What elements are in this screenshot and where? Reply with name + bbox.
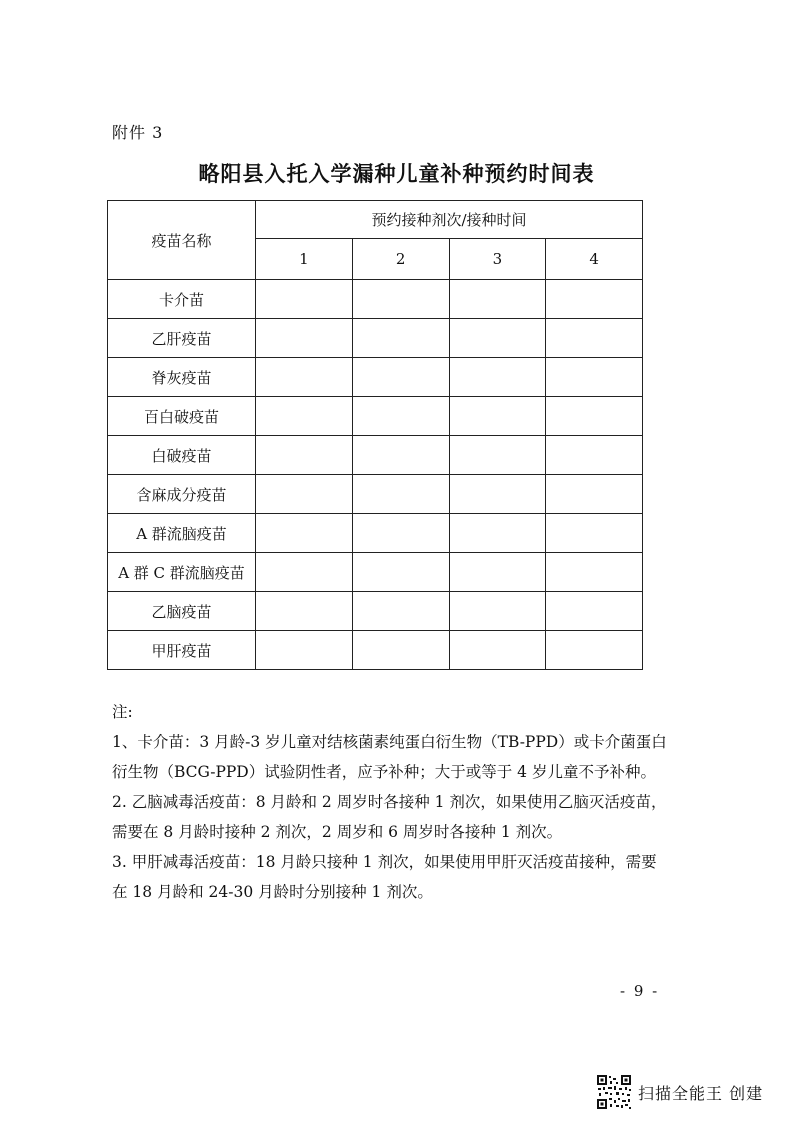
vaccine-name-cell: 卡介苗 — [108, 280, 256, 319]
dose-cell — [352, 475, 449, 514]
scanner-label: 扫描全能王 创建 — [638, 1083, 764, 1103]
dose-cell — [546, 592, 643, 631]
dose-cell — [256, 514, 353, 553]
dose-cell — [352, 592, 449, 631]
vaccine-name-header: 疫苗名称 — [108, 201, 256, 280]
dose-cell — [256, 319, 353, 358]
dose-cell — [352, 436, 449, 475]
dose-header-3: 3 — [449, 239, 546, 280]
notes-section — [112, 697, 672, 907]
vaccine-name-cell: A 群流脑疫苗 — [108, 514, 256, 553]
dose-cell — [546, 631, 643, 670]
page-title: 略阳县入托入学漏种儿童补种预约时间表 — [198, 161, 595, 186]
page-number: - 9 - — [620, 982, 660, 1000]
dose-header-2: 2 — [352, 239, 449, 280]
dose-cell — [546, 358, 643, 397]
table-row — [108, 553, 643, 592]
vaccine-name-cell: 脊灰疫苗 — [108, 358, 256, 397]
dose-cell — [546, 397, 643, 436]
dose-cell — [256, 280, 353, 319]
vaccine-name-cell: 乙肝疫苗 — [108, 319, 256, 358]
dose-cell — [352, 514, 449, 553]
vaccine-name-cell: 百白破疫苗 — [108, 397, 256, 436]
dose-header-4: 4 — [546, 239, 643, 280]
dose-cell — [546, 280, 643, 319]
vaccine-name-cell: 甲肝疫苗 — [108, 631, 256, 670]
table-row — [108, 631, 643, 670]
dose-cell — [546, 553, 643, 592]
vaccine-schedule-table — [107, 200, 643, 670]
vaccine-name-cell: 乙脑疫苗 — [108, 592, 256, 631]
dose-cell — [352, 358, 449, 397]
dose-cell — [449, 592, 546, 631]
dose-cell — [256, 592, 353, 631]
dose-cell — [449, 553, 546, 592]
dose-cell — [256, 358, 353, 397]
vaccine-name-cell: 含麻成分疫苗 — [108, 475, 256, 514]
dose-cell — [256, 553, 353, 592]
table-row — [108, 280, 643, 319]
dose-cell — [546, 436, 643, 475]
dose-cell — [546, 475, 643, 514]
scanner-watermark — [596, 1074, 763, 1110]
dose-cell — [449, 358, 546, 397]
table-header-row — [108, 201, 643, 239]
dose-header-1: 1 — [256, 239, 353, 280]
note-item-1: 1、卡介苗：3 月龄-3 岁儿童对结核菌素纯蛋白衍生物（TB-PPD）或卡介菌蛋白衍生物（BCG-PPD）试验阴性者，应予补种；大于或等于 4 岁儿童不予补种。 — [112, 733, 667, 781]
table-row — [108, 319, 643, 358]
dose-cell — [256, 475, 353, 514]
table-row — [108, 397, 643, 436]
dose-cell — [546, 319, 643, 358]
table-row — [108, 514, 643, 553]
table-row — [108, 592, 643, 631]
table-row — [108, 436, 643, 475]
notes-heading: 注: — [112, 703, 133, 721]
dose-time-header: 预约接种剂次/接种时间 — [256, 201, 643, 239]
dose-cell — [352, 319, 449, 358]
dose-cell — [352, 553, 449, 592]
dose-cell — [449, 475, 546, 514]
vaccine-name-cell: A 群 C 群流脑疫苗 — [108, 553, 256, 592]
vaccine-name-cell: 白破疫苗 — [108, 436, 256, 475]
note-item-2: 2. 乙脑减毒活疫苗：8 月龄和 2 周岁时各接种 1 剂次，如果使用乙脑灭活疫苗，需要在 8 月龄时接种 2 剂次，2 周岁和 6 周岁时各接种 1 剂次。 — [112, 793, 667, 841]
dose-cell — [449, 280, 546, 319]
dose-cell — [352, 631, 449, 670]
dose-cell — [449, 436, 546, 475]
dose-cell — [546, 514, 643, 553]
dose-cell — [352, 397, 449, 436]
dose-cell — [449, 397, 546, 436]
dose-cell — [256, 631, 353, 670]
dose-cell — [256, 397, 353, 436]
table-row — [108, 358, 643, 397]
qr-code-icon — [596, 1074, 632, 1110]
attachment-label: 附件 3 — [112, 123, 164, 142]
table-row — [108, 475, 643, 514]
dose-cell — [256, 436, 353, 475]
dose-cell — [352, 280, 449, 319]
note-item-3: 3. 甲肝减毒活疫苗：18 月龄只接种 1 剂次，如果使用甲肝灭活疫苗接种，需要在 18 月龄和 24-30 月龄时分别接种 1 剂次。 — [112, 853, 657, 901]
dose-cell — [449, 319, 546, 358]
dose-cell — [449, 631, 546, 670]
dose-cell — [449, 514, 546, 553]
